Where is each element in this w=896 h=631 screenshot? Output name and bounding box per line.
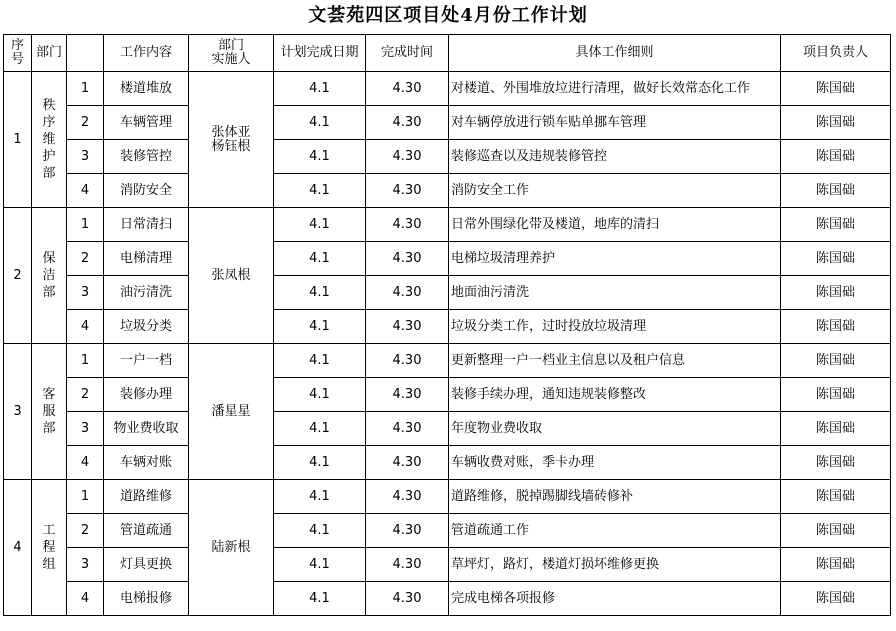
task-cell: 车辆管理 bbox=[104, 106, 189, 140]
detail-cell: 电梯垃圾清理养护 bbox=[449, 242, 781, 276]
task-cell: 一户一档 bbox=[104, 344, 189, 378]
dept-cell: 工 程 组 bbox=[32, 480, 67, 616]
task-cell: 消防安全 bbox=[104, 174, 189, 208]
owner-cell: 陈国础 bbox=[781, 548, 891, 582]
task-cell: 装修管控 bbox=[104, 140, 189, 174]
owner-cell: 陈国础 bbox=[781, 174, 891, 208]
task-cell: 日常清扫 bbox=[104, 208, 189, 242]
task-cell: 垃圾分类 bbox=[104, 310, 189, 344]
detail-cell: 对车辆停放进行锁车贴单挪车管理 bbox=[449, 106, 781, 140]
task-cell: 装修办理 bbox=[104, 378, 189, 412]
task-cell: 灯具更换 bbox=[104, 548, 189, 582]
plan-date-cell: 4.1 bbox=[274, 140, 366, 174]
item-number-cell: 3 bbox=[67, 276, 104, 310]
plan-date-cell: 4.1 bbox=[274, 514, 366, 548]
header-owner: 项目负责人 bbox=[781, 35, 891, 72]
plan-date-cell: 4.1 bbox=[274, 208, 366, 242]
detail-cell: 垃圾分类工作，过时投放垃圾清理 bbox=[449, 310, 781, 344]
done-time-cell: 4.30 bbox=[366, 480, 449, 514]
owner-cell: 陈国础 bbox=[781, 208, 891, 242]
item-number-cell: 3 bbox=[67, 140, 104, 174]
done-time-cell: 4.30 bbox=[366, 140, 449, 174]
table-row bbox=[4, 480, 891, 514]
task-cell: 道路维修 bbox=[104, 480, 189, 514]
table-row bbox=[4, 242, 891, 276]
owner-cell: 陈国础 bbox=[781, 72, 891, 106]
seq-cell: 4 bbox=[4, 480, 32, 616]
seq-cell: 3 bbox=[4, 344, 32, 480]
done-time-cell: 4.30 bbox=[366, 242, 449, 276]
detail-cell: 管道疏通工作 bbox=[449, 514, 781, 548]
table-row bbox=[4, 446, 891, 480]
owner-cell: 陈国础 bbox=[781, 378, 891, 412]
plan-date-cell: 4.1 bbox=[274, 72, 366, 106]
plan-date-cell: 4.1 bbox=[274, 412, 366, 446]
owner-cell: 陈国础 bbox=[781, 106, 891, 140]
table-body bbox=[4, 72, 891, 616]
done-time-cell: 4.30 bbox=[366, 344, 449, 378]
header-implementer: 部门 实施人 bbox=[189, 35, 274, 72]
detail-cell: 道路维修，脱掉踢脚线墙砖修补 bbox=[449, 480, 781, 514]
plan-date-cell: 4.1 bbox=[274, 344, 366, 378]
done-time-cell: 4.30 bbox=[366, 548, 449, 582]
detail-cell: 年度物业费收取 bbox=[449, 412, 781, 446]
detail-cell: 消防安全工作 bbox=[449, 174, 781, 208]
task-cell: 管道疏通 bbox=[104, 514, 189, 548]
task-cell: 车辆对账 bbox=[104, 446, 189, 480]
plan-date-cell: 4.1 bbox=[274, 174, 366, 208]
header-row bbox=[4, 35, 891, 72]
item-number-cell: 2 bbox=[67, 106, 104, 140]
header-detail: 具体工作细则 bbox=[449, 35, 781, 72]
owner-cell: 陈国础 bbox=[781, 582, 891, 616]
owner-cell: 陈国础 bbox=[781, 276, 891, 310]
seq-cell: 1 bbox=[4, 72, 32, 208]
detail-cell: 日常外围绿化带及楼道，地库的清扫 bbox=[449, 208, 781, 242]
plan-date-cell: 4.1 bbox=[274, 310, 366, 344]
table-row bbox=[4, 174, 891, 208]
implementer-cell: 潘星星 bbox=[189, 344, 274, 480]
done-time-cell: 4.30 bbox=[366, 174, 449, 208]
owner-cell: 陈国础 bbox=[781, 140, 891, 174]
detail-cell: 装修巡查以及违规装修管控 bbox=[449, 140, 781, 174]
header-blank bbox=[67, 35, 104, 72]
header-done-time: 完成时间 bbox=[366, 35, 449, 72]
implementer-cell: 张体亚 杨钰根 bbox=[189, 72, 274, 208]
table-row bbox=[4, 310, 891, 344]
done-time-cell: 4.30 bbox=[366, 446, 449, 480]
table-row bbox=[4, 72, 891, 106]
done-time-cell: 4.30 bbox=[366, 378, 449, 412]
detail-cell: 草坪灯，路灯，楼道灯损坏维修更换 bbox=[449, 548, 781, 582]
page-title: 文荟苑四区项目处4月份工作计划 bbox=[308, 5, 588, 26]
item-number-cell: 2 bbox=[67, 378, 104, 412]
task-cell: 物业费收取 bbox=[104, 412, 189, 446]
table-row bbox=[4, 344, 891, 378]
table-row bbox=[4, 582, 891, 616]
dept-cell: 保 洁 部 bbox=[32, 208, 67, 344]
done-time-cell: 4.30 bbox=[366, 106, 449, 140]
owner-cell: 陈国础 bbox=[781, 412, 891, 446]
done-time-cell: 4.30 bbox=[366, 412, 449, 446]
task-cell: 电梯清理 bbox=[104, 242, 189, 276]
done-time-cell: 4.30 bbox=[366, 276, 449, 310]
item-number-cell: 4 bbox=[67, 582, 104, 616]
task-cell: 楼道堆放 bbox=[104, 72, 189, 106]
item-number-cell: 4 bbox=[67, 174, 104, 208]
item-number-cell: 2 bbox=[67, 242, 104, 276]
table-row bbox=[4, 548, 891, 582]
table-row bbox=[4, 514, 891, 548]
table-row bbox=[4, 106, 891, 140]
done-time-cell: 4.30 bbox=[366, 514, 449, 548]
owner-cell: 陈国础 bbox=[781, 480, 891, 514]
detail-cell: 车辆收费对账，季卡办理 bbox=[449, 446, 781, 480]
plan-date-cell: 4.1 bbox=[274, 480, 366, 514]
task-cell: 电梯报修 bbox=[104, 582, 189, 616]
task-cell: 油污清洗 bbox=[104, 276, 189, 310]
owner-cell: 陈国础 bbox=[781, 242, 891, 276]
plan-date-cell: 4.1 bbox=[274, 582, 366, 616]
header-seq: 序 号 bbox=[4, 35, 32, 72]
detail-cell: 装修手续办理，通知违规装修整改 bbox=[449, 378, 781, 412]
done-time-cell: 4.30 bbox=[366, 310, 449, 344]
done-time-cell: 4.30 bbox=[366, 208, 449, 242]
table-row bbox=[4, 412, 891, 446]
work-plan-table bbox=[3, 34, 891, 616]
implementer-cell: 张凤根 bbox=[189, 208, 274, 344]
item-number-cell: 4 bbox=[67, 446, 104, 480]
owner-cell: 陈国础 bbox=[781, 514, 891, 548]
header-plan-date: 计划完成日期 bbox=[274, 35, 366, 72]
done-time-cell: 4.30 bbox=[366, 582, 449, 616]
item-number-cell: 3 bbox=[67, 548, 104, 582]
owner-cell: 陈国础 bbox=[781, 344, 891, 378]
owner-cell: 陈国础 bbox=[781, 446, 891, 480]
detail-cell: 对楼道、外围堆放垃进行清理，做好长效常态化工作 bbox=[449, 72, 781, 106]
plan-date-cell: 4.1 bbox=[274, 548, 366, 582]
header-task: 工作内容 bbox=[104, 35, 189, 72]
detail-cell: 完成电梯各项报修 bbox=[449, 582, 781, 616]
item-number-cell: 1 bbox=[67, 72, 104, 106]
item-number-cell: 4 bbox=[67, 310, 104, 344]
item-number-cell: 1 bbox=[67, 480, 104, 514]
table-row bbox=[4, 140, 891, 174]
detail-cell: 地面油污清洗 bbox=[449, 276, 781, 310]
item-number-cell: 1 bbox=[67, 344, 104, 378]
detail-cell: 更新整理一户一档业主信息以及租户信息 bbox=[449, 344, 781, 378]
table-row bbox=[4, 208, 891, 242]
plan-date-cell: 4.1 bbox=[274, 242, 366, 276]
owner-cell: 陈国础 bbox=[781, 310, 891, 344]
plan-date-cell: 4.1 bbox=[274, 378, 366, 412]
item-number-cell: 2 bbox=[67, 514, 104, 548]
plan-date-cell: 4.1 bbox=[274, 106, 366, 140]
plan-date-cell: 4.1 bbox=[274, 276, 366, 310]
dept-cell: 客 服 部 bbox=[32, 344, 67, 480]
done-time-cell: 4.30 bbox=[366, 72, 449, 106]
header-dept: 部门 bbox=[32, 35, 67, 72]
table-row bbox=[4, 276, 891, 310]
table-row bbox=[4, 378, 891, 412]
implementer-cell: 陆新根 bbox=[189, 480, 274, 616]
item-number-cell: 1 bbox=[67, 208, 104, 242]
plan-date-cell: 4.1 bbox=[274, 446, 366, 480]
dept-cell: 秩 序 维 护 部 bbox=[32, 72, 67, 208]
seq-cell: 2 bbox=[4, 208, 32, 344]
item-number-cell: 3 bbox=[67, 412, 104, 446]
